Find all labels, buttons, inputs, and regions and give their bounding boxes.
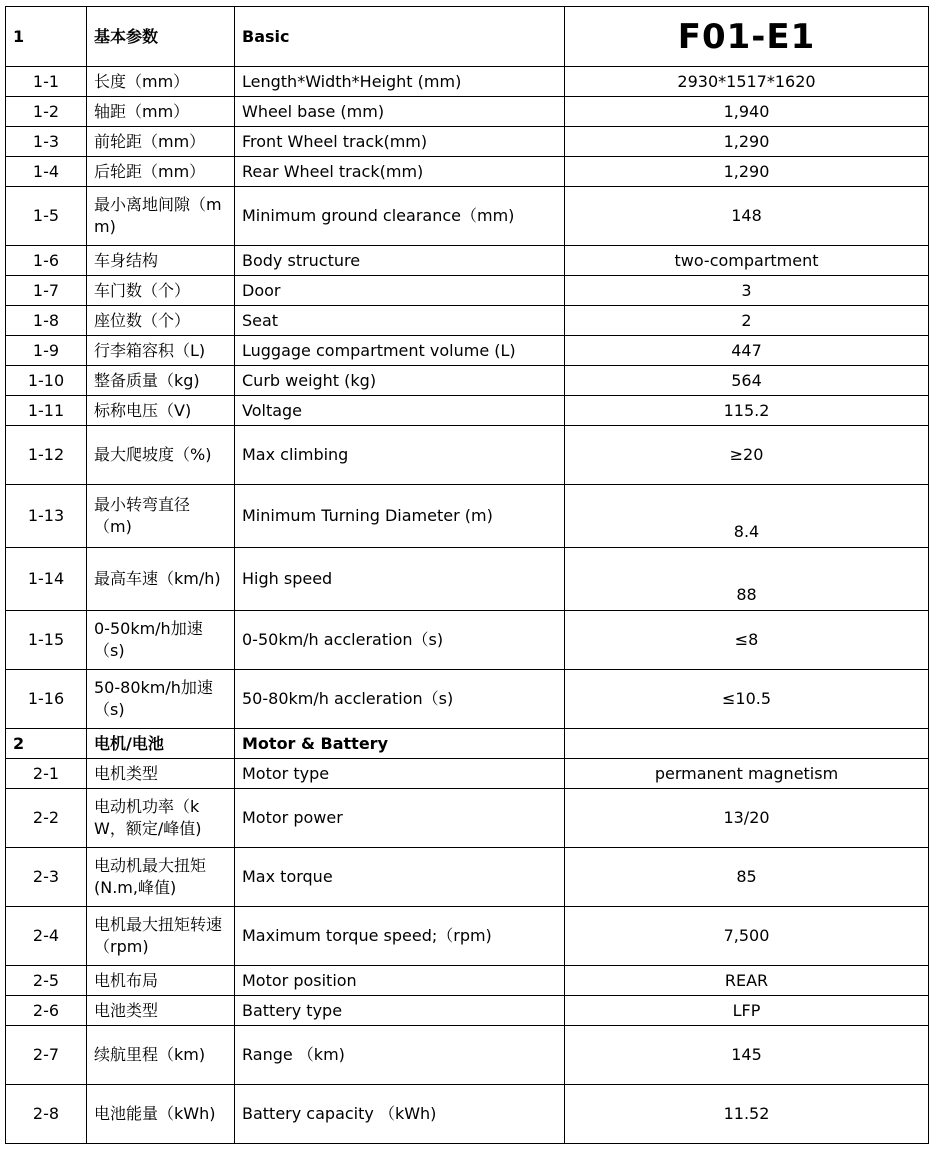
param-value: 2930*1517*1620 — [565, 67, 929, 97]
row-number: 1-11 — [6, 396, 87, 426]
param-zh: 0-50km/h加速（s) — [87, 611, 235, 670]
param-en: Motor type — [235, 759, 565, 789]
param-en: High speed — [235, 548, 565, 611]
param-en: Voltage — [235, 396, 565, 426]
param-zh: 续航里程（km) — [87, 1026, 235, 1085]
param-value: ≥20 — [565, 426, 929, 485]
param-en: Range （km) — [235, 1026, 565, 1085]
table-row — [6, 366, 929, 396]
table-row — [6, 276, 929, 306]
param-value: 145 — [565, 1026, 929, 1085]
param-en: Front Wheel track(mm) — [235, 127, 565, 157]
param-zh: 电机最大扭矩转速（rpm) — [87, 907, 235, 966]
param-en: Curb weight (kg) — [235, 366, 565, 396]
param-en: Door — [235, 276, 565, 306]
table-row — [6, 548, 929, 611]
param-value: two-compartment — [565, 246, 929, 276]
section-header-row — [6, 729, 929, 759]
param-value: ≤8 — [565, 611, 929, 670]
section-value-empty — [565, 729, 929, 759]
row-number: 1-14 — [6, 548, 87, 611]
param-zh: 电池类型 — [87, 996, 235, 1026]
table-row — [6, 336, 929, 366]
param-value: 115.2 — [565, 396, 929, 426]
spec-table-wrapper — [5, 6, 929, 1144]
param-value: 13/20 — [565, 789, 929, 848]
section-number: 1 — [6, 7, 87, 67]
param-en: Length*Width*Height (mm) — [235, 67, 565, 97]
row-number: 2-4 — [6, 907, 87, 966]
param-en: Rear Wheel track(mm) — [235, 157, 565, 187]
table-row — [6, 485, 929, 548]
row-number: 1-9 — [6, 336, 87, 366]
row-number: 1-2 — [6, 97, 87, 127]
param-en: Maximum torque speed;（rpm) — [235, 907, 565, 966]
param-zh: 最小离地间隙（mm) — [87, 187, 235, 246]
param-en: Minimum ground clearance（mm) — [235, 187, 565, 246]
param-zh: 电机类型 — [87, 759, 235, 789]
model-name: F01-E1 — [565, 7, 929, 67]
param-en: 0-50km/h accleration（s) — [235, 611, 565, 670]
param-en: Battery capacity （kWh) — [235, 1085, 565, 1144]
param-zh: 座位数（个） — [87, 306, 235, 336]
row-number: 1-15 — [6, 611, 87, 670]
param-value: 1,290 — [565, 127, 929, 157]
row-number: 1-7 — [6, 276, 87, 306]
table-row — [6, 848, 929, 907]
param-zh: 车身结构 — [87, 246, 235, 276]
row-number: 1-8 — [6, 306, 87, 336]
row-number: 2-6 — [6, 996, 87, 1026]
param-value: LFP — [565, 996, 929, 1026]
param-value: permanent magnetism — [565, 759, 929, 789]
param-value: 148 — [565, 187, 929, 246]
param-value: 1,940 — [565, 97, 929, 127]
section-number: 2 — [6, 729, 87, 759]
row-number: 2-8 — [6, 1085, 87, 1144]
table-row — [6, 1026, 929, 1085]
param-value: 11.52 — [565, 1085, 929, 1144]
param-value: 85 — [565, 848, 929, 907]
param-zh: 长度（mm） — [87, 67, 235, 97]
param-en: Body structure — [235, 246, 565, 276]
param-en: 50-80km/h accleration（s) — [235, 670, 565, 729]
param-en: Battery type — [235, 996, 565, 1026]
table-row — [6, 187, 929, 246]
row-number: 1-4 — [6, 157, 87, 187]
param-value: 3 — [565, 276, 929, 306]
param-en: Motor power — [235, 789, 565, 848]
param-zh: 电机布局 — [87, 966, 235, 996]
param-zh: 50-80km/h加速（s) — [87, 670, 235, 729]
param-value: 2 — [565, 306, 929, 336]
table-row — [6, 759, 929, 789]
param-zh: 前轮距（mm） — [87, 127, 235, 157]
param-en: Seat — [235, 306, 565, 336]
section-label-zh: 基本参数 — [87, 7, 235, 67]
row-number: 1-3 — [6, 127, 87, 157]
table-row — [6, 996, 929, 1026]
row-number: 2-3 — [6, 848, 87, 907]
param-value: 88 — [565, 548, 929, 611]
param-value: ≤10.5 — [565, 670, 929, 729]
param-value: 564 — [565, 366, 929, 396]
param-zh: 车门数（个） — [87, 276, 235, 306]
param-en: Max torque — [235, 848, 565, 907]
table-row — [6, 789, 929, 848]
row-number: 2-1 — [6, 759, 87, 789]
row-number: 1-12 — [6, 426, 87, 485]
section-label-en: Motor & Battery — [235, 729, 565, 759]
param-zh: 整备质量（kg) — [87, 366, 235, 396]
table-row — [6, 670, 929, 729]
param-zh: 最高车速（km/h) — [87, 548, 235, 611]
param-zh: 最小转弯直径（m) — [87, 485, 235, 548]
param-zh: 标称电压（V) — [87, 396, 235, 426]
table-row — [6, 157, 929, 187]
row-number: 1-1 — [6, 67, 87, 97]
table-row — [6, 246, 929, 276]
row-number: 1-10 — [6, 366, 87, 396]
param-en: Wheel base (mm) — [235, 97, 565, 127]
row-number: 1-6 — [6, 246, 87, 276]
table-row — [6, 127, 929, 157]
table-row — [6, 67, 929, 97]
param-value: 1,290 — [565, 157, 929, 187]
table-row — [6, 97, 929, 127]
table-row — [6, 1085, 929, 1144]
table-row — [6, 396, 929, 426]
row-number: 1-5 — [6, 187, 87, 246]
param-value: REAR — [565, 966, 929, 996]
row-number: 2-7 — [6, 1026, 87, 1085]
header-row — [6, 7, 929, 67]
table-row — [6, 306, 929, 336]
table-row — [6, 611, 929, 670]
param-value: 8.4 — [565, 485, 929, 548]
row-number: 1-16 — [6, 670, 87, 729]
param-zh: 电动机最大扭矩(N.m,峰值) — [87, 848, 235, 907]
table-row — [6, 426, 929, 485]
spec-table — [5, 6, 929, 1144]
row-number: 2-2 — [6, 789, 87, 848]
row-number: 2-5 — [6, 966, 87, 996]
param-en: Max climbing — [235, 426, 565, 485]
param-zh: 最大爬坡度（%) — [87, 426, 235, 485]
param-zh: 电动机功率（kW，额定/峰值) — [87, 789, 235, 848]
section-label-zh: 电机/电池 — [87, 729, 235, 759]
param-zh: 轴距（mm） — [87, 97, 235, 127]
table-row — [6, 966, 929, 996]
param-en: Minimum Turning Diameter (m) — [235, 485, 565, 548]
section-label-en: Basic — [235, 7, 565, 67]
param-en: Motor position — [235, 966, 565, 996]
param-en: Luggage compartment volume (L) — [235, 336, 565, 366]
param-zh: 电池能量（kWh) — [87, 1085, 235, 1144]
param-zh: 行李箱容积（L) — [87, 336, 235, 366]
param-value: 447 — [565, 336, 929, 366]
row-number: 1-13 — [6, 485, 87, 548]
param-value: 7,500 — [565, 907, 929, 966]
table-row — [6, 907, 929, 966]
param-zh: 后轮距（mm） — [87, 157, 235, 187]
